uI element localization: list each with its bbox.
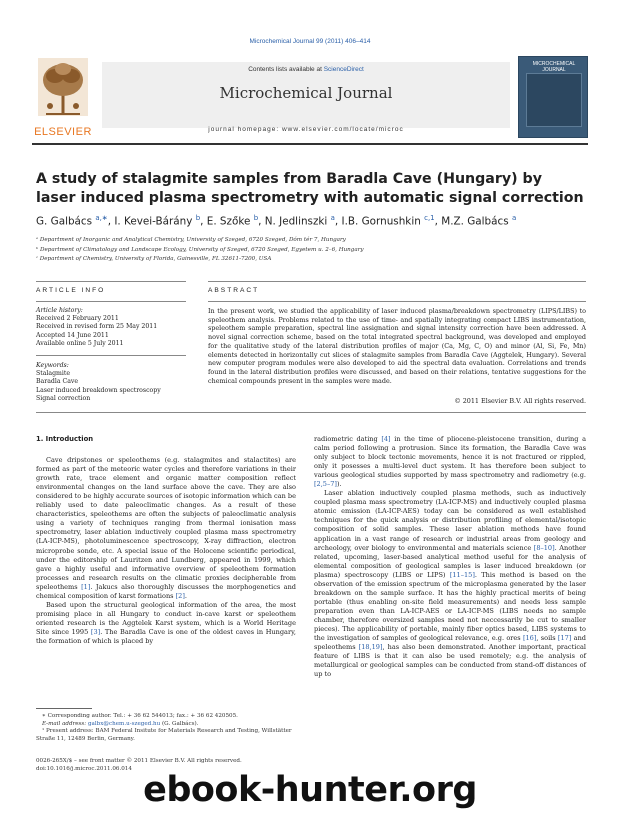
header-band: [102, 62, 510, 128]
body-paragraph: [314, 489, 586, 679]
footnote-present-address: ¹ Present address: BAM Federal Insitute for Materials Research and Testing, Willstätter Straße 11, 12489 Berlin, Germany.: [36, 728, 292, 742]
author-separator: ,: [107, 215, 115, 228]
reference-link[interactable]: [18,19]: [358, 643, 383, 652]
text-run: and speleothems: [314, 634, 586, 652]
reference-link[interactable]: [11–15]: [449, 570, 475, 579]
author-name[interactable]: E. Szőke: [206, 215, 254, 228]
author-affiliation-marker[interactable]: a: [511, 214, 517, 222]
email-link[interactable]: galbx@chem.u-szeged.hu: [87, 720, 161, 727]
text-run: . This method is based on the observation of the emission spectrum of the microplasma generated by the laser breakdown on the sample surface. It has the highly practical merits of being portable (thus enabling on-site field measurements) and needs less sample preparation even than LA-ICP-AES or LA-ICP-MS (LIBS needs no sample chamber, therefore oversized samples need not neccessarily be cut to smaller pieces). The applicability of portable, mainly fiber optics based, LIBS systems to the investigation of samples of geological relevance, e.g. ores: [314, 570, 586, 643]
homepage-prefix: journal homepage:: [208, 126, 282, 133]
elsevier-logo: [32, 56, 94, 138]
publisher-name: ELSEVIER: [34, 126, 92, 138]
info-divider-top: [36, 281, 186, 282]
author-affiliation-marker[interactable]: b: [195, 214, 201, 222]
info-divider-keywords: [36, 355, 186, 356]
journal-homepage: [102, 126, 510, 133]
text-run: ).: [336, 480, 342, 489]
cover-art: [526, 73, 582, 127]
elsevier-tree-icon: [38, 58, 88, 116]
issn-line: 0026-265X/$ – see front matter © 2011 Elsevier B.V. All rights reserved.: [36, 758, 242, 764]
abstract-divider-top: [208, 281, 586, 282]
author-separator: ,: [334, 215, 342, 228]
author-list: [36, 214, 586, 227]
author-name[interactable]: I.B. Gornushkin: [341, 215, 425, 228]
watermark: ebook-hunter.org: [143, 770, 477, 810]
reference-link[interactable]: [16]: [522, 634, 537, 643]
abstract-divider-bottom: [36, 412, 586, 413]
keyword-item: Laser induced breakdown spectroscopy: [36, 386, 161, 394]
body-column-right: [314, 435, 586, 679]
article-history: [36, 307, 186, 348]
reference-link[interactable]: [1]: [81, 582, 91, 591]
abstract-text: In the present work, we studied the applicability of laser induced plasma/breakdown spectrometry (LIPS/LIBS) to speleothem analysis. Problems related to the use of time- and spatially integrating compact LIBS instrumentation, speleothem sample preparation, spectral line assignation and signal intensity correction have been addressed. A novel signal correction scheme, based on the total integrated spectral background, was developed and employed for the qualitative study of the lateral distribution profiles of major (Ca, Mg, C, O) and minor (Al, Si, Fe, Mn) elements detected in horizontally cut slices of stalagmite samples from Baradla Cave (Aggtelek, Hungary). Several new computer program modules were also developed to aid the spectral data evaluation. Correlations and trends found in the lateral distribution profiles were discussed, and based on their relations, tentative suggestions for the chemical compounds present in the samples were made.: [208, 307, 586, 385]
text-run: Cave dripstones or speleothems (e.g. stalagmites and stalactites) are formed as part of the meteoric water cycles and therefore variations in their growth rate, trace element and organic matter composition reflect environmental changes on the land surface above the cave. They are also considered to be highly accurate sources of isotopic information which can be reliably used to date paleoclimatic changes. As a result of these characteristics, speleothems are often the subjects of paleoclimatic analysis using a variety of techniques ranging from thermal ionisation mass spectrometry, laser ablation inductively coupled plasma mass spectrometry (LA-ICP-MS), photoluminescence spectroscopy, X-ray diffraction, electron microprobe sonde, etc. A special issue of the Holocene scientific periodical, under the editorship of Lauritzen and Lundberg, appeared in 1999, which gave a highly useful and informative overview of speleothem formation processes and research results on the climatic proxies decipherable from speleothems: [36, 456, 296, 591]
reference-link[interactable]: [3]: [90, 627, 101, 636]
body-paragraph: [36, 601, 296, 646]
keywords: [36, 362, 186, 403]
author-separator: ,: [258, 215, 265, 228]
text-run: , soils: [536, 634, 558, 643]
author-name[interactable]: I. Kevei-Bárány: [114, 215, 196, 228]
text-run: Laser ablation inductively coupled plasma methods, such as inductively coupled plasma mass spectrometry (LA-ICP-MS) and inductively coupled plasma atomic emission (LA-ICP-AES) today can be considered as well established techniques for the quick analysis or distribution profiling of elemental/isotopic composition of solid samples. These laser ablation methods have found application in a vast range of research or industrial areas from geology and archeology, over biology to environmental and materials science: [314, 489, 586, 552]
author-name[interactable]: M.Z. Galbács: [441, 215, 512, 228]
author-affiliation-marker[interactable]: a,∗: [95, 214, 108, 222]
author-affiliation-marker[interactable]: a: [330, 214, 335, 222]
affiliations: [36, 236, 586, 265]
contents-prefix: Contents lists available at: [248, 66, 324, 73]
body-paragraph: [314, 435, 586, 489]
affiliation-a: ᵃ Department of Inorganic and Analytical Chemistry, University of Szeged, 6720 Szeged, Dóm tér 7, Hungary: [36, 237, 346, 243]
text-run: , has also been demonstrated. Another important, practical feature of LIBS is that it can also be used remotely; e.g. the analysis of metallurgical or geological samples can be conducted from stand-off distances of up to: [314, 643, 586, 679]
keywords-label: Keywords:: [36, 362, 69, 369]
reference-link[interactable]: [8–10]: [533, 543, 555, 552]
abstract-divider-mid: [208, 301, 586, 302]
text-run: . Jakucs also thoroughly discusses the morphogenetics and chemical composition of karst formations: [36, 582, 296, 600]
history-revised: Received in revised form 25 May 2011: [36, 323, 158, 331]
article-info-heading: ARTICLE INFO: [36, 287, 106, 294]
history-label: Article history:: [36, 307, 83, 314]
header-divider: [32, 143, 588, 145]
affiliation-c: ᶜ Department of Chemistry, University of Florida, Gainesville, FL 32611-7200, USA: [36, 256, 272, 263]
history-online: Available online 5 July 2011: [36, 339, 124, 347]
history-accepted: Accepted 14 June 2011: [36, 331, 109, 339]
abstract-heading: ABSTRACT: [208, 287, 260, 294]
section-heading-introduction: 1. Introduction: [36, 435, 94, 443]
reference-link[interactable]: [2]: [175, 591, 185, 600]
reference-link[interactable]: [2,5–7]: [314, 480, 337, 489]
abstract-copyright: © 2011 Elsevier B.V. All rights reserved.: [454, 397, 586, 405]
journal-cover-thumbnail: [518, 56, 588, 138]
email-suffix: (G. Galbács).: [160, 720, 199, 727]
history-received: Received 2 February 2011: [36, 315, 119, 323]
journal-header: [32, 56, 588, 140]
reference-link[interactable]: [4]: [381, 435, 391, 443]
contents-line: [102, 66, 510, 73]
author-name[interactable]: G. Galbács: [36, 215, 96, 228]
reference-link[interactable]: [17]: [557, 634, 572, 643]
text-run: Based upon the structural geological information of the area, the most promising place in all Hungary to conduct in-cave karst or speleothem oriented research is the Aggtelek Karst system, which is a World Heritage Site since 1995: [36, 600, 296, 636]
author-affiliation-marker[interactable]: b: [253, 214, 259, 222]
author-affiliation-marker[interactable]: c,1: [424, 214, 435, 222]
footnote-corresponding: ∗ Corresponding author. Tel.: + 36 62 544013; fax.: + 36 62 420505.: [42, 713, 238, 719]
homepage-link[interactable]: www.elsevier.com/locate/microc: [281, 126, 404, 133]
keyword-item: Baradla Cave: [36, 378, 79, 386]
text-run: .: [184, 591, 187, 600]
cover-title: MICROCHEMICAL JOURNAL: [532, 61, 576, 73]
text-run: . The Baradla Cave is one of the oldest caves in Hungary, the formation of which is placed by: [36, 627, 297, 645]
sciencedirect-link[interactable]: ScienceDirect: [323, 66, 364, 73]
author-separator: ,: [200, 215, 207, 228]
author-separator: ,: [434, 215, 442, 228]
affiliation-b: ᵇ Department of Climatology and Landscape Ecology, University of Szeged, 6720 Szeged, Egyetem u. 2–6, Hungary: [36, 246, 364, 253]
email-label: E-mail address:: [42, 720, 88, 727]
journal-name: Microchemical Journal: [219, 84, 393, 102]
article-title: A study of stalagmite samples from Baradla Cave (Hungary) by laser induced plasma spectrometry with automatic signal correction: [36, 171, 584, 206]
journal-citation[interactable]: Microchemical Journal 99 (2011) 406–414: [249, 38, 371, 45]
body-column-left: [36, 435, 296, 646]
info-divider-mid: [36, 301, 186, 302]
body-paragraph: [36, 456, 296, 601]
footnote-divider: [36, 708, 92, 709]
footnotes: [36, 713, 296, 743]
keyword-item: Stalagmite: [36, 370, 71, 378]
keyword-item: Signal correction: [36, 394, 91, 402]
text-run: radiometric dating: [314, 435, 382, 443]
author-name[interactable]: N. Jedlinszki: [264, 215, 331, 228]
text-run: . Another related, upcoming, laser-based analytical method useful for the analysis of elemental composition of geological samples is laser induced breakdown (or plasma) spectroscopy (LIBS or LIPS): [314, 543, 586, 579]
text-run: in the time of pliocene-pleistocene transition, during a calm period following a protrusion. Since its formation, the Baradla Cave was only subject to block tectonic movements, hence it is not fractured or rippled, only it posesses a multi-level duct system. It has therefore been subject to various geological studies supported by mass spectrometry and radiometry (e.g.: [314, 435, 586, 480]
doi-link[interactable]: doi:10.1016/j.microc.2011.06.014: [36, 765, 132, 772]
